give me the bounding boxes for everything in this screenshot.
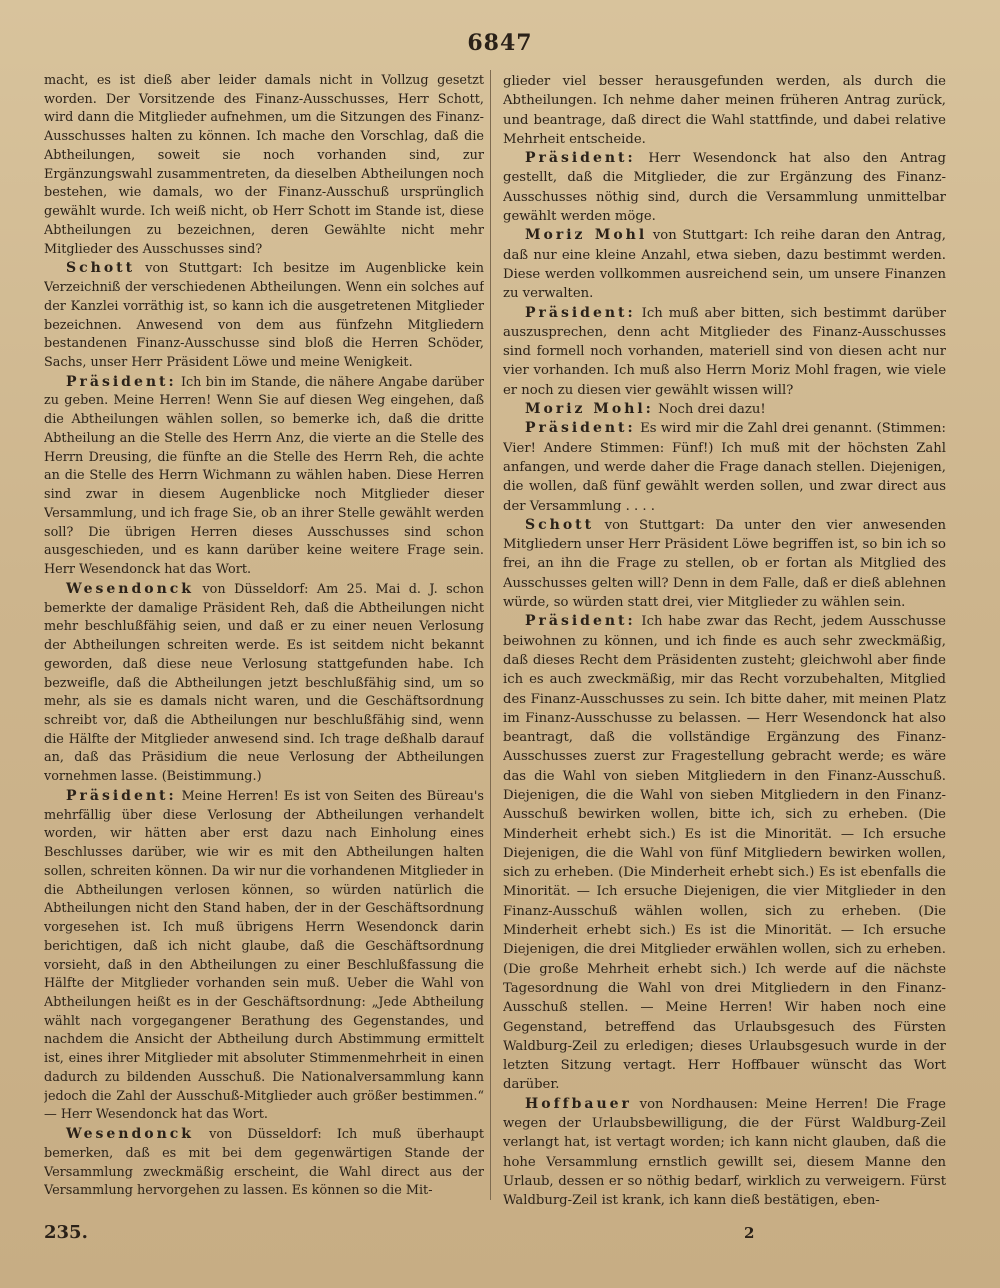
paragraph-text: von Stuttgart: Ich besitze im Augenblicke kein Verzeichniß der verschiedenen Abtheilungen. Wenn ein solches auf der Kanzlei vorräthig ist, so kann ich die ausgetretenen Mitglieder bezeichnen. Anwesend von dem aus fünfzehn Mitgliedern bestandenen Finanz-Ausschusse sind bloß die Herren Schöder, Sachs, unser Herr Präsident Löwe und meine Wenigkeit. xyxy=(44,261,484,371)
speaker-name: Hoffbauer xyxy=(525,1095,632,1112)
paragraph xyxy=(44,1125,484,1201)
speaker-name: Schott xyxy=(525,516,595,533)
paragraph-text: von Stuttgart: Da unter den vier anwesenden Mitgliedern unser Herr Präsident Löwe begriffen ist, so bin ich so frei, an ihn die Frage zu stellen, ob er fortan als Mitglied des Ausschusses gelten will? Denn in dem Falle, daß er dieß ablehnen würde, so würden statt drei, vier Mitglieder zu wählen sein. xyxy=(503,517,946,611)
speaker-name: Wesendonck xyxy=(66,580,194,597)
paragraph-text: Ich muß aber bitten, sich bestimmt darüber auszusprechen, denn acht Mitglieder des Finanz-Ausschusses sind formell noch vorhanden, materiell sind von diesen acht nur vier vorhanden. Ich muß also Herrn Moriz Mohl fragen, wie viele er noch zu diesen vier gewählt wissen will? xyxy=(503,305,946,398)
paragraph-text: von Düsseldorf: Ich muß überhaupt bemerken, daß es mit bei dem gegenwärtigen Stande der Versammlung zweckmäßig erscheint, die Wahl direct aus der Versammlung hervorgehen zu lassen. Es können so die Mit- xyxy=(44,1127,484,1199)
paragraph xyxy=(503,612,946,1094)
paragraph-text: Ich bin im Stande, die nähere Angabe darüber zu geben. Meine Herren! Wenn Sie auf diesen Weg eingehen, daß die Abtheilungen wählen sollen, so bemerke ich, daß die dritte Abtheilung an die Stelle des Herrn Anz, die vierte an die Stelle des Herrn Dreusing, die fünfte an die Stelle des Herrn Reh, die achte an die Stelle des Herrn Wichmann zu wählen haben. Diese Herren sind zwar in diesem Augenblicke noch Mitglieder dieser Versammlung, und ich frage Sie, ob an ihrer Stelle gewählt werden soll? Die übrigen Herren dieses Ausschusses sind schon ausgeschieden, und es kann darüber keine weitere Frage sein. Herr Wesendonck hat das Wort. xyxy=(44,374,484,578)
paragraph xyxy=(503,149,946,226)
paragraph xyxy=(44,787,484,1125)
signature-mark: 2 xyxy=(744,1224,755,1242)
paragraph-text: macht, es ist dieß aber leider damals nicht in Vollzug gesetzt worden. Der Vorsitzende des Finanz-Ausschusses, Herr Schott, wird dann die Mitglieder aufnehmen, um die Sitzungen des Finanz-Ausschusses halten zu können. Ich mache den Vorschlag, daß die Abtheilungen, soweit sie noch vorhanden sind, zur Ergänzungswahl zusammentreten, da dieselben Abtheilungen noch bestehen, wie damals, wo der Finanz-Ausschuß ursprünglich gewählt wurde. Ich weiß nicht, ob Herr Schott im Stande ist, diese Abtheilungen zu bezeichnen, deren Gewählte nicht mehr Mitglieder des Ausschusses sind? xyxy=(44,73,484,257)
right-column xyxy=(503,72,946,1212)
speaker-name: Schott xyxy=(66,260,136,277)
speaker-name: Präsident: xyxy=(66,787,177,804)
speaker-name: Präsident: xyxy=(66,373,177,390)
paragraph xyxy=(503,400,946,419)
left-column xyxy=(44,72,484,1212)
paragraph-text: Meine Herren! Es ist von Seiten des Büreau's mehrfällig über diese Verlosung der Abtheilungen verhandelt worden, wir hätten aber erst dazu nach Einholung eines Beschlusses darüber, wie wir es mit den Abtheilungen halten sollen, schreiten können. Da wir nur die vorhandenen Mitglieder in die Abtheilungen verlosen können, so würden natürlich die Abtheilungen nicht den Stand haben, der in der Geschäftsordnung vorgesehen ist. Ich muß übrigens Herrn Wesendonck darin berichtigen, daß ich nicht glaube, daß die Geschäftsordnung vorsieht, daß in den Abtheilungen zu einer Beschlußfassung die Hälfte der Mitglieder vorhanden sein muß. Ueber die Wahl von Abtheilungen heißt es in der Geschäftsordnung: „Jede Abtheilung wählt nach vorgegangener Berathung des Gegenstandes, und nachdem die Ansicht der Abtheilung durch Abstimmung ermittelt ist, eines ihrer Mitglieder mit absoluter Stimmenmehrheit in einen dadurch zu bildenden Ausschuß. Die Nationalversammlung kann jedoch die Zahl der Ausschuß-Mitglieder auch größer bestimmen.“ — Herr Wesendonck hat das Wort. xyxy=(44,788,484,1123)
paragraph-text: Es wird mir die Zahl drei genannt. (Stimmen: Vier! Andere Stimmen: Fünf!) Ich muß mit der höchsten Zahl anfangen, und werde daher die Frage danach stellen. Diejenigen, die wollen, daß fünf gewählt werden sollen, und zwar direct aus der Versammlung . . . . xyxy=(503,421,946,514)
paragraph xyxy=(503,1095,946,1211)
paragraph xyxy=(503,419,946,515)
paragraph xyxy=(44,580,484,787)
speaker-name: Moriz Mohl xyxy=(525,227,648,244)
paragraph xyxy=(503,226,946,303)
paragraph xyxy=(44,373,484,580)
paragraph-text: Noch drei dazu! xyxy=(658,402,766,418)
speaker-name: Präsident: xyxy=(525,304,636,321)
paragraph xyxy=(44,259,484,372)
speaker-name: Moriz Mohl: xyxy=(525,401,654,418)
paragraph-text: glieder viel besser herausgefunden werden, als durch die Abtheilungen. Ich nehme daher meinen früheren Antrag zurück, und beantrage, daß direct die Wahl stattfinde, und dabei relative Mehrheit entscheide. xyxy=(503,74,946,147)
paragraph-text: von Nordhausen: Meine Herren! Die Frage wegen der Urlaubsbewilligung, die der Fürst Waldburg-Zeil verlangt hat, ist vertagt worden; ich kann nicht glauben, daß die hohe Versammlung ernstlich gewillt sei, diesem Manne den Urlaub, dessen er so nöthig bedarf, wirklich zu verweigern. Fürst Waldburg-Zeil ist krank, ich kann dieß bestätigen, eben- xyxy=(503,1096,946,1209)
paragraph-text: von Düsseldorf: Am 25. Mai d. J. schon bemerkte der damalige Präsident Reh, daß die Abtheilungen nicht mehr beschlußfähig seien, und daß er zu einer neuen Verlosung der Abtheilungen schreiten werde. Es ist seitdem nicht bekannt geworden, daß diese neue Verlosung stattgefunden habe. Ich bezweifle, daß die Abtheilungen jetzt beschlußfähig sind, um so mehr, als sie es damals nicht waren, und die Geschäftsordnung schreibt vor, daß die Abtheilungen nur beschlußfähig sind, wenn die Hälfte der Mitglieder anwesend sind. Ich trage deßhalb darauf an, daß das Präsidium die neue Verlosung der Abtheilungen vornehmen lasse. (Beistimmung.) xyxy=(44,581,484,785)
paragraph-text: von Stuttgart: Ich reihe daran den Antrag, daß nur eine kleine Anzahl, etwa sieben, dazu bestimmt werden. Diese werden vollkommen ausreichend sein, um unsere Finanzen zu verwalten. xyxy=(503,228,946,302)
page-number: 6847 xyxy=(467,30,533,56)
column-divider xyxy=(490,70,491,1200)
speaker-name: Präsident: xyxy=(525,420,636,437)
paragraph xyxy=(503,304,946,400)
paragraph xyxy=(44,72,484,259)
speaker-name: Präsident: xyxy=(525,613,636,630)
sheet-number: 235. xyxy=(44,1222,88,1243)
paragraph-text: Herr Wesendonck hat also den Antrag gestellt, daß die Mitglieder, die zur Ergänzung des Finanz-Ausschusses nöthig sind, durch die Versammlung unmittelbar gewählt werden möge. xyxy=(503,151,946,225)
speaker-name: Präsident: xyxy=(525,150,636,167)
paragraph xyxy=(503,516,946,612)
paragraph-text: Ich habe zwar das Recht, jedem Ausschusse beiwohnen zu können, und ich finde es auch sehr zweckmäßig, daß dieses Recht dem Präsidenten zusteht; gleichwohl aber finde ich es auch zweckmäßig, mir das Recht vorzubehalten, Mitglied des Finanz-Ausschusses zu sein. Ich bitte daher, mit meinen Platz im Finanz-Ausschusse zu belassen. — Herr Wesendonck hat also beantragt, daß die vollständige Ergänzung des Finanz-Ausschusses zuerst zur Fragestellung gebracht werde; es wäre das die Wahl von sieben Mitgliedern in den Finanz-Ausschuß. Diejenigen, die die Wahl von sieben Mitgliedern in den Finanz-Ausschuß bewirken wollen, bitte ich, sich zu erheben. (Die Minderheit erhebt sich.) Es ist die Minorität. — Ich ersuche Diejenigen, die die Wahl von fünf Mitgliedern bewirken wollen, sich zu erheben. (Die Minderheit erhebt sich.) Es ist ebenfalls die Minorität. — Ich ersuche Diejenigen, die vier Mitglieder in den Finanz-Ausschuß wählen wollen, sich zu erheben. (Die Minderheit erhebt sich.) Es ist die Minorität. — Ich ersuche Diejenigen, die drei Mitglieder erwählen wollen, sich zu erheben. (Die große Mehrheit erhebt sich.) Ich werde auf die nächste Tagesordnung die Wahl von drei Mitgliedern in den Finanz-Ausschuß stellen. — Meine Herren! Wir haben noch eine Gegenstand, betreffend das Urlaubsgesuch des Fürsten Waldburg-Zeil zu erledigen; dieses Urlaubsgesuch wurde in der letzten Sitzung vertagt. Herr Hoffbauer wünscht das Wort darüber. xyxy=(503,614,946,1093)
speaker-name: Wesendonck xyxy=(66,1126,194,1143)
paragraph xyxy=(503,72,946,149)
